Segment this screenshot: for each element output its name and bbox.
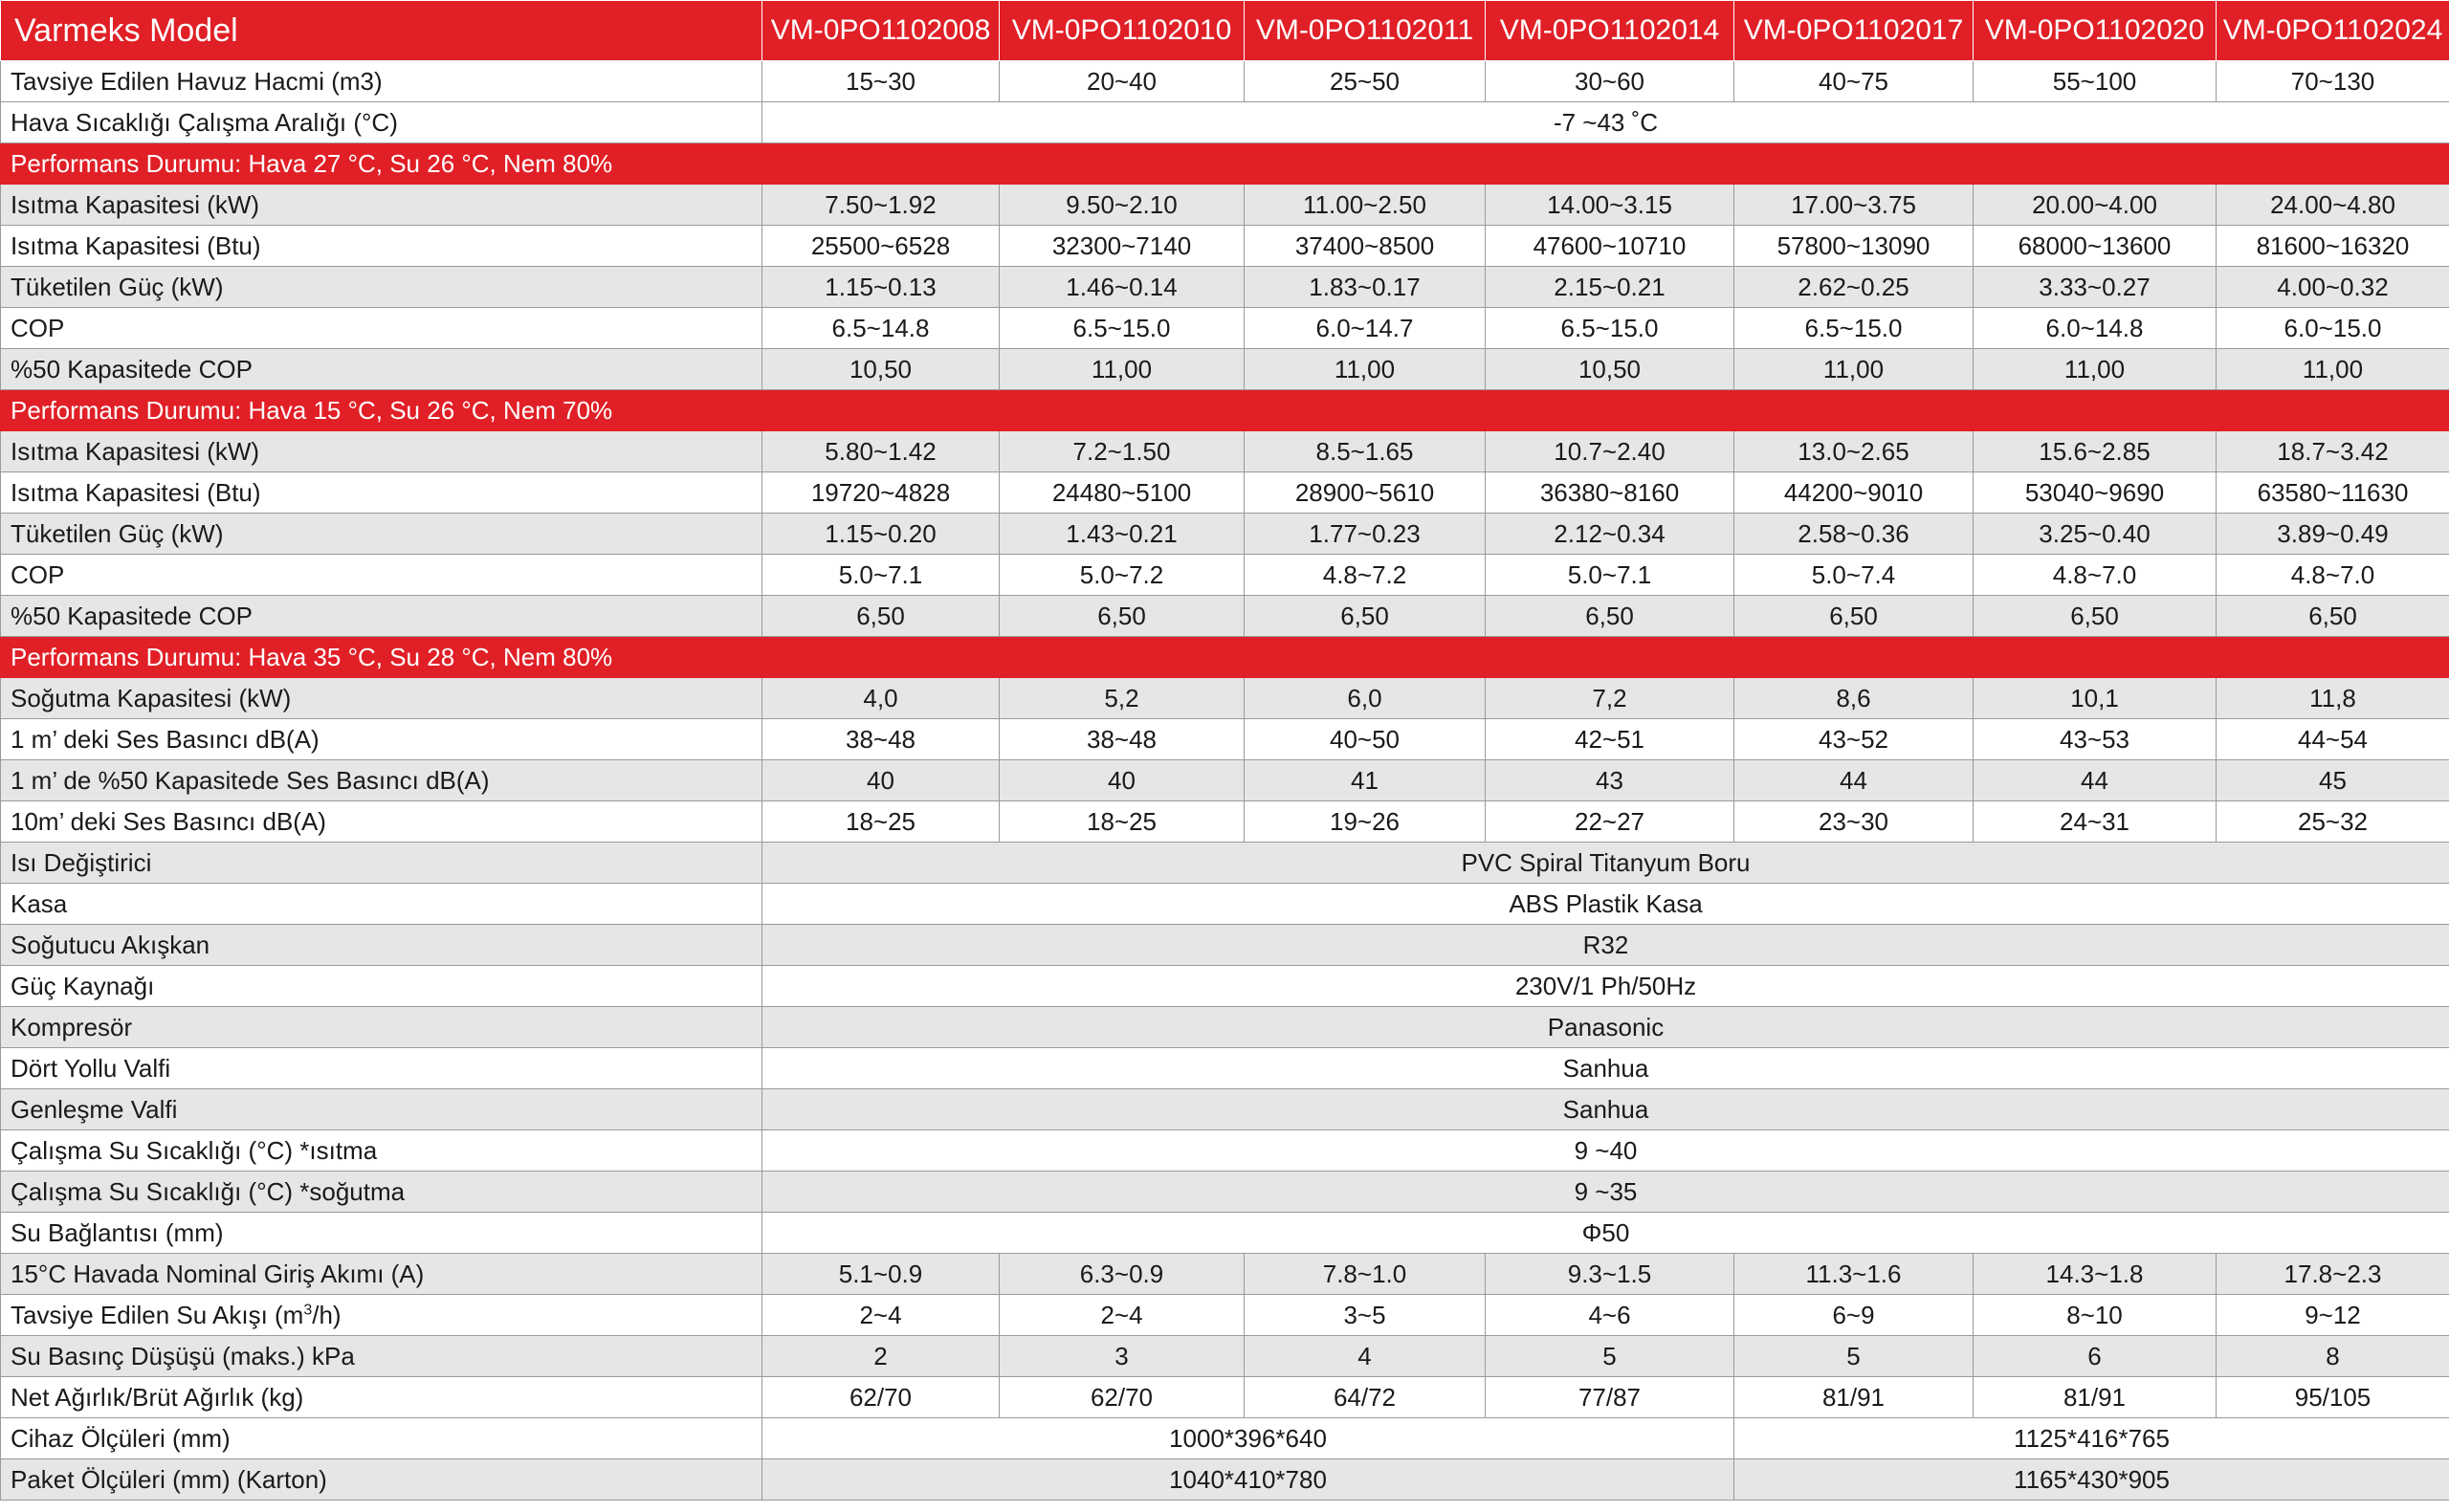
value-cell: 43~53 [1974, 719, 2217, 760]
table-title: Varmeks Model [1, 1, 762, 61]
row-label: Kompresör [1, 1007, 762, 1048]
value-cell: 40 [762, 760, 1000, 801]
dimension-group-a: 1000*396*640 [762, 1418, 1734, 1459]
value-cell: 44 [1734, 760, 1974, 801]
value-cell: 11,00 [1974, 349, 2217, 390]
value-cell: 5.0~7.2 [1000, 555, 1245, 596]
value-cell: 40~75 [1734, 61, 1974, 102]
value-cell: 24.00~4.80 [2217, 185, 2449, 226]
table-row [1, 1048, 2449, 1089]
row-label: Su Bağlantısı (mm) [1, 1213, 762, 1254]
value-cell: 3.33~0.27 [1974, 267, 2217, 308]
value-cell: 38~48 [762, 719, 1000, 760]
value-cell: 18~25 [1000, 801, 1245, 843]
value-cell: 62/70 [762, 1377, 1000, 1418]
value-cell: 19~26 [1245, 801, 1486, 843]
table-row [1, 1336, 2449, 1377]
value-cell: 20.00~4.00 [1974, 185, 2217, 226]
value-cell: 6.5~15.0 [1734, 308, 1974, 349]
value-cell: 6 [1974, 1336, 2217, 1377]
section-header-row [1, 637, 2449, 678]
row-label: %50 Kapasitede COP [1, 349, 762, 390]
value-cell: 1.46~0.14 [1000, 267, 1245, 308]
value-cell: 2.12~0.34 [1486, 514, 1734, 555]
value-cell: 4.8~7.0 [2217, 555, 2449, 596]
span-value-cell: Panasonic [762, 1007, 2449, 1048]
value-cell: 24480~5100 [1000, 472, 1245, 514]
value-cell: 10,50 [762, 349, 1000, 390]
row-label: Çalışma Su Sıcaklığı (°C) *soğutma [1, 1172, 762, 1213]
row-label: Tüketilen Güç (kW) [1, 267, 762, 308]
table-row [1, 308, 2449, 349]
row-label: Soğutucu Akışkan [1, 925, 762, 966]
row-label-part: /h) [312, 1301, 342, 1329]
table-row [1, 1459, 2449, 1501]
value-cell: 63580~11630 [2217, 472, 2449, 514]
table-row [1, 555, 2449, 596]
table-row [1, 431, 2449, 472]
span-value-cell: 9 ~35 [762, 1172, 2449, 1213]
value-cell: 18.7~3.42 [2217, 431, 2449, 472]
value-cell: 17.00~3.75 [1734, 185, 1974, 226]
section-title: Performans Durumu: Hava 35 °C, Su 28 °C, Nem 80% [1, 637, 2449, 678]
value-cell: 42~51 [1486, 719, 1734, 760]
value-cell: 41 [1245, 760, 1486, 801]
section-title: Performans Durumu: Hava 15 °C, Su 26 °C, Nem 70% [1, 390, 2449, 431]
value-cell: 11,00 [1000, 349, 1245, 390]
value-cell: 36380~8160 [1486, 472, 1734, 514]
model-header: VM-0PO1102024 [2217, 1, 2449, 61]
value-cell: 5.0~7.4 [1734, 555, 1974, 596]
span-value-cell: ABS Plastik Kasa [762, 884, 2449, 925]
span-value-cell: Sanhua [762, 1048, 2449, 1089]
value-cell: 4 [1245, 1336, 1486, 1377]
value-cell: 14.00~3.15 [1486, 185, 1734, 226]
row-label: Güç Kaynağı [1, 966, 762, 1007]
row-label: Su Basınç Düşüşü (maks.) kPa [1, 1336, 762, 1377]
value-cell: 11,00 [1734, 349, 1974, 390]
row-label: Isı Değiştirici [1, 843, 762, 884]
value-cell: 20~40 [1000, 61, 1245, 102]
value-cell: 4.8~7.0 [1974, 555, 2217, 596]
value-cell: 2.62~0.25 [1734, 267, 1974, 308]
value-cell: 18~25 [762, 801, 1000, 843]
value-cell: 2.15~0.21 [1486, 267, 1734, 308]
value-cell: 11,00 [2217, 349, 2449, 390]
dimension-group-b: 1165*430*905 [1734, 1459, 2449, 1501]
value-cell: 6~9 [1734, 1295, 1974, 1336]
value-cell: 8~10 [1974, 1295, 2217, 1336]
table-row [1, 514, 2449, 555]
value-cell: 4.00~0.32 [2217, 267, 2449, 308]
model-header: VM-0PO1102020 [1974, 1, 2217, 61]
table-row [1, 226, 2449, 267]
value-cell: 1.15~0.13 [762, 267, 1000, 308]
model-header: VM-0PO1102010 [1000, 1, 1245, 61]
value-cell: 44200~9010 [1734, 472, 1974, 514]
value-cell: 6.0~14.8 [1974, 308, 2217, 349]
value-cell: 5.0~7.1 [762, 555, 1000, 596]
row-label: Paket Ölçüleri (mm) (Karton) [1, 1459, 762, 1501]
span-value-cell: -7 ~43 ˚C [762, 102, 2449, 143]
row-label: Isıtma Kapasitesi (Btu) [1, 226, 762, 267]
value-cell: 8 [2217, 1336, 2449, 1377]
value-cell: 38~48 [1000, 719, 1245, 760]
value-cell: 30~60 [1486, 61, 1734, 102]
row-label: 15°C Havada Nominal Giriş Akımı (A) [1, 1254, 762, 1295]
value-cell: 17.8~2.3 [2217, 1254, 2449, 1295]
value-cell: 9.50~2.10 [1000, 185, 1245, 226]
row-label: Dört Yollu Valfi [1, 1048, 762, 1089]
row-label: Net Ağırlık/Brüt Ağırlık (kg) [1, 1377, 762, 1418]
value-cell: 5 [1734, 1336, 1974, 1377]
value-cell: 6,50 [1486, 596, 1734, 637]
value-cell: 14.3~1.8 [1974, 1254, 2217, 1295]
model-header: VM-0PO1102017 [1734, 1, 1974, 61]
value-cell: 7.8~1.0 [1245, 1254, 1486, 1295]
value-cell: 45 [2217, 760, 2449, 801]
value-cell: 3.89~0.49 [2217, 514, 2449, 555]
value-cell: 15~30 [762, 61, 1000, 102]
value-cell: 64/72 [1245, 1377, 1486, 1418]
value-cell: 1.77~0.23 [1245, 514, 1486, 555]
value-cell: 7.2~1.50 [1000, 431, 1245, 472]
table-row [1, 925, 2449, 966]
value-cell: 4~6 [1486, 1295, 1734, 1336]
dimension-group-b: 1125*416*765 [1734, 1418, 2449, 1459]
value-cell: 25~32 [2217, 801, 2449, 843]
value-cell: 10,50 [1486, 349, 1734, 390]
row-label: Genleşme Valfi [1, 1089, 762, 1130]
table-row [1, 472, 2449, 514]
value-cell: 1.83~0.17 [1245, 267, 1486, 308]
table-row [1, 843, 2449, 884]
table-row [1, 1377, 2449, 1418]
value-cell: 6,50 [1734, 596, 1974, 637]
value-cell: 37400~8500 [1245, 226, 1486, 267]
value-cell: 1.43~0.21 [1000, 514, 1245, 555]
value-cell: 40~50 [1245, 719, 1486, 760]
table-row [1, 349, 2449, 390]
row-label: Isıtma Kapasitesi (kW) [1, 431, 762, 472]
row-label: Çalışma Su Sıcaklığı (°C) *ısıtma [1, 1130, 762, 1172]
table-row [1, 185, 2449, 226]
value-cell: 1.15~0.20 [762, 514, 1000, 555]
value-cell: 11,00 [1245, 349, 1486, 390]
value-cell: 10,1 [1974, 678, 2217, 719]
model-header: VM-0PO1102008 [762, 1, 1000, 61]
value-cell: 5.1~0.9 [762, 1254, 1000, 1295]
span-value-cell: PVC Spiral Titanyum Boru [762, 843, 2449, 884]
value-cell: 4.8~7.2 [1245, 555, 1486, 596]
row-label: %50 Kapasitede COP [1, 596, 762, 637]
value-cell: 6.3~0.9 [1000, 1254, 1245, 1295]
table-row [1, 1130, 2449, 1172]
value-cell: 68000~13600 [1974, 226, 2217, 267]
value-cell: 6,50 [762, 596, 1000, 637]
row-label-part: Tavsiye Edilen Su Akışı (m [11, 1301, 304, 1329]
value-cell: 25~50 [1245, 61, 1486, 102]
value-cell: 11.3~1.6 [1734, 1254, 1974, 1295]
row-label: 1 m’ deki Ses Basıncı dB(A) [1, 719, 762, 760]
value-cell: 81600~16320 [2217, 226, 2449, 267]
table-row [1, 1172, 2449, 1213]
row-label: 10m’ deki Ses Basıncı dB(A) [1, 801, 762, 843]
dimension-group-a: 1040*410*780 [762, 1459, 1734, 1501]
row-label: Cihaz Ölçüleri (mm) [1, 1418, 762, 1459]
value-cell: 5,2 [1000, 678, 1245, 719]
value-cell: 44~54 [2217, 719, 2449, 760]
value-cell: 2~4 [762, 1295, 1000, 1336]
value-cell: 6.0~15.0 [2217, 308, 2449, 349]
value-cell: 25500~6528 [762, 226, 1000, 267]
value-cell: 81/91 [1974, 1377, 2217, 1418]
value-cell: 3.25~0.40 [1974, 514, 2217, 555]
value-cell: 81/91 [1734, 1377, 1974, 1418]
row-label: Hava Sıcaklığı Çalışma Aralığı (°C) [1, 102, 762, 143]
value-cell: 3 [1000, 1336, 1245, 1377]
value-cell: 32300~7140 [1000, 226, 1245, 267]
value-cell: 2 [762, 1336, 1000, 1377]
table-row [1, 1089, 2449, 1130]
row-label: Tavsiye Edilen Havuz Hacmi (m3) [1, 61, 762, 102]
table-row [1, 801, 2449, 843]
table-row [1, 1213, 2449, 1254]
value-cell: 5.0~7.1 [1486, 555, 1734, 596]
value-cell: 6,50 [2217, 596, 2449, 637]
value-cell: 6.5~15.0 [1000, 308, 1245, 349]
model-header: VM-0PO1102014 [1486, 1, 1734, 61]
value-cell: 95/105 [2217, 1377, 2449, 1418]
value-cell: 23~30 [1734, 801, 1974, 843]
span-value-cell: 9 ~40 [762, 1130, 2449, 1172]
value-cell: 43~52 [1734, 719, 1974, 760]
row-label: Soğutma Kapasitesi (kW) [1, 678, 762, 719]
value-cell: 6,50 [1245, 596, 1486, 637]
value-cell: 44 [1974, 760, 2217, 801]
value-cell: 9.3~1.5 [1486, 1254, 1734, 1295]
section-header-row [1, 390, 2449, 431]
table-row [1, 884, 2449, 925]
row-label: Isıtma Kapasitesi (kW) [1, 185, 762, 226]
value-cell: 47600~10710 [1486, 226, 1734, 267]
table-row [1, 1295, 2449, 1336]
row-label: 1 m’ de %50 Kapasitede Ses Basıncı dB(A) [1, 760, 762, 801]
value-cell: 70~130 [2217, 61, 2449, 102]
value-cell: 62/70 [1000, 1377, 1245, 1418]
value-cell: 11.00~2.50 [1245, 185, 1486, 226]
value-cell: 28900~5610 [1245, 472, 1486, 514]
table-row [1, 1254, 2449, 1295]
value-cell: 7.50~1.92 [762, 185, 1000, 226]
section-title: Performans Durumu: Hava 27 °C, Su 26 °C, Nem 80% [1, 143, 2449, 185]
span-value-cell: R32 [762, 925, 2449, 966]
value-cell: 6,50 [1974, 596, 2217, 637]
table-row [1, 61, 2449, 102]
header-row [1, 1, 2449, 61]
value-cell: 43 [1486, 760, 1734, 801]
table-row [1, 267, 2449, 308]
value-cell: 55~100 [1974, 61, 2217, 102]
table-row [1, 1418, 2449, 1459]
span-value-cell: 230V/1 Ph/50Hz [762, 966, 2449, 1007]
table-row [1, 719, 2449, 760]
value-cell: 5.80~1.42 [762, 431, 1000, 472]
value-cell: 4,0 [762, 678, 1000, 719]
value-cell: 3~5 [1245, 1295, 1486, 1336]
value-cell: 6.5~15.0 [1486, 308, 1734, 349]
section-header-row [1, 143, 2449, 185]
value-cell: 2~4 [1000, 1295, 1245, 1336]
value-cell: 8,6 [1734, 678, 1974, 719]
row-label: COP [1, 555, 762, 596]
table-row [1, 966, 2449, 1007]
row-label: Tüketilen Güç (kW) [1, 514, 762, 555]
value-cell: 53040~9690 [1974, 472, 2217, 514]
span-value-cell: Sanhua [762, 1089, 2449, 1130]
value-cell: 19720~4828 [762, 472, 1000, 514]
value-cell: 7,2 [1486, 678, 1734, 719]
value-cell: 6.0~14.7 [1245, 308, 1486, 349]
value-cell: 6.5~14.8 [762, 308, 1000, 349]
row-label: COP [1, 308, 762, 349]
value-cell: 5 [1486, 1336, 1734, 1377]
row-label [1, 1295, 762, 1336]
value-cell: 13.0~2.65 [1734, 431, 1974, 472]
value-cell: 8.5~1.65 [1245, 431, 1486, 472]
value-cell: 9~12 [2217, 1295, 2449, 1336]
value-cell: 6,0 [1245, 678, 1486, 719]
value-cell: 40 [1000, 760, 1245, 801]
row-label: Isıtma Kapasitesi (Btu) [1, 472, 762, 514]
row-label: Kasa [1, 884, 762, 925]
value-cell: 77/87 [1486, 1377, 1734, 1418]
table-row [1, 102, 2449, 143]
table-row [1, 596, 2449, 637]
value-cell: 15.6~2.85 [1974, 431, 2217, 472]
value-cell: 11,8 [2217, 678, 2449, 719]
value-cell: 57800~13090 [1734, 226, 1974, 267]
table-row [1, 678, 2449, 719]
model-header: VM-0PO1102011 [1245, 1, 1486, 61]
value-cell: 2.58~0.36 [1734, 514, 1974, 555]
value-cell: 6,50 [1000, 596, 1245, 637]
span-value-cell: Φ50 [762, 1213, 2449, 1254]
superscript: 3 [303, 1302, 313, 1319]
value-cell: 24~31 [1974, 801, 2217, 843]
table-row [1, 1007, 2449, 1048]
value-cell: 10.7~2.40 [1486, 431, 1734, 472]
value-cell: 22~27 [1486, 801, 1734, 843]
table-row [1, 760, 2449, 801]
